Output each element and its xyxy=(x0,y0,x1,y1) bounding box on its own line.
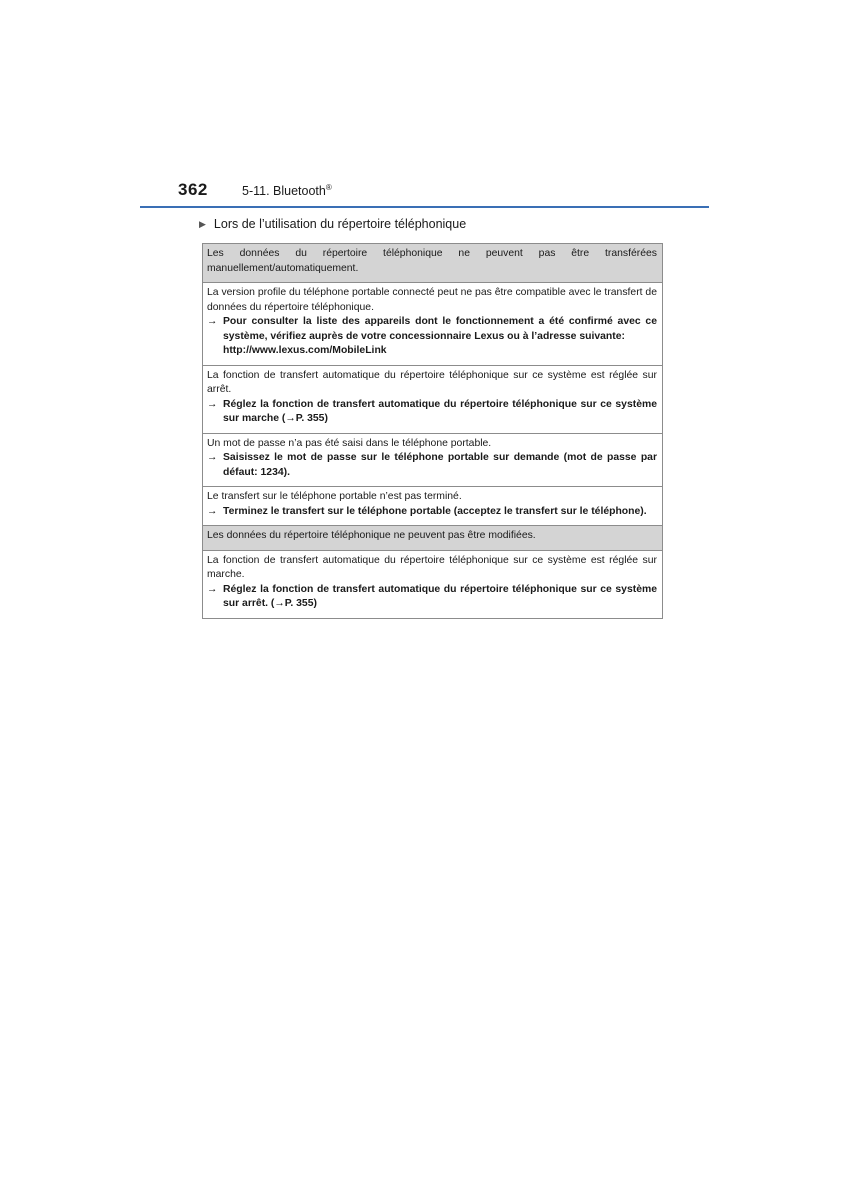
remedy-text: Pour consulter la liste des appareils dont le fonctionnement a été confirmé avec ce système, vérifiez auprès de votre concessionnaire Lexus ou à l’adresse suivante: xyxy=(223,316,657,342)
cause-text: La fonction de transfert automatique du répertoire téléphonique sur ce système est réglée sur marche. xyxy=(207,554,657,580)
triangle-right-icon: ▶ xyxy=(199,218,206,229)
remedy-content xyxy=(223,451,657,480)
subheading xyxy=(199,217,466,231)
remedy xyxy=(207,451,657,480)
troubleshooting-table xyxy=(202,243,663,619)
arrow-right-icon: → xyxy=(207,452,218,463)
remedy xyxy=(207,398,657,427)
remedy xyxy=(207,583,657,612)
arrow-right-icon: → xyxy=(207,505,218,517)
remedy-content xyxy=(223,505,657,520)
issue-text: Les données du répertoire téléphonique ne peuvent pas être modifiées. xyxy=(207,530,536,541)
remedy-url: http://www.lexus.com/MobileLink xyxy=(223,345,387,356)
solution-row xyxy=(203,550,662,618)
remedy-text: Terminez le transfert sur le téléphone portable (acceptez le transfert sur le téléphone). xyxy=(223,505,647,517)
section-title xyxy=(242,184,332,198)
cause-text: Le transfert sur le téléphone portable n’est pas terminé. xyxy=(207,491,462,502)
remedy-text: Réglez la fonction de transfert automatique du répertoire téléphonique sur ce système sur arrêt. (→P. 355) xyxy=(223,583,657,609)
remedy-content xyxy=(223,315,657,359)
solution-row xyxy=(203,365,662,433)
solution-row xyxy=(203,433,662,487)
remedy-content xyxy=(223,398,657,427)
issue-text: Les données du répertoire téléphonique ne peuvent pas être transférées manuellement/automatiquement. xyxy=(207,248,657,274)
cause-text: Un mot de passe n’a pas été saisi dans le téléphone portable. xyxy=(207,437,492,449)
remedy xyxy=(207,505,657,520)
remedy xyxy=(207,315,657,359)
arrow-right-icon: → xyxy=(207,583,218,595)
solution-row xyxy=(203,486,662,525)
cause-text: La version profile du téléphone portable connecté peut ne pas être compatible avec le transfert de données du répertoire téléphonique. xyxy=(207,287,657,313)
remedy-content xyxy=(223,583,657,612)
remedy-text: Réglez la fonction de transfert automatique du répertoire téléphonique sur ce système sur marche (→P. 355) xyxy=(223,398,657,424)
section-title-text: 5-11. Bluetooth xyxy=(242,184,326,198)
issue-row xyxy=(203,525,662,550)
solution-row xyxy=(203,282,662,365)
subheading-text: Lors de l’utilisation du répertoire téléphonique xyxy=(213,217,467,231)
header-rule xyxy=(140,206,709,208)
issue-row xyxy=(203,244,662,282)
arrow-right-icon: → xyxy=(207,398,218,410)
remedy-text: Saisissez le mot de passe sur le téléphone portable sur demande (mot de passe par défaut: 1234). xyxy=(223,452,657,478)
page-number: 362 xyxy=(178,180,208,199)
registered-mark: ® xyxy=(325,182,332,192)
arrow-right-icon: → xyxy=(207,316,218,327)
cause-text: La fonction de transfert automatique du répertoire téléphonique sur ce système est réglée sur arrêt. xyxy=(207,369,657,395)
